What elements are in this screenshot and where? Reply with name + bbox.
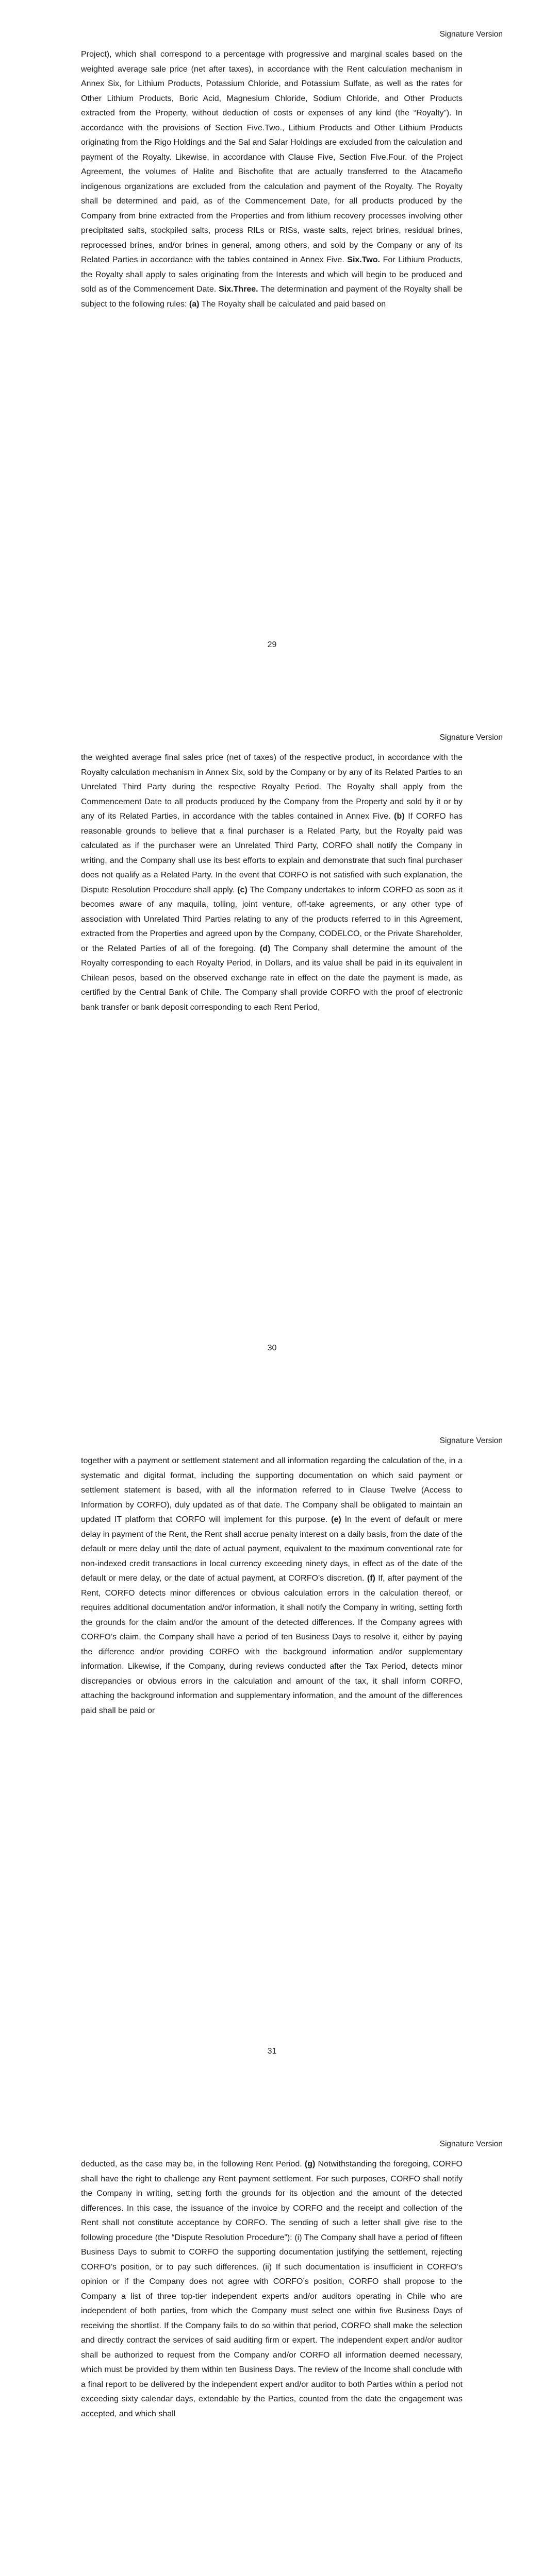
text-run: the weighted average final sales price (net of taxes) of the respective product, in accordance with the Royalty calculation mechanism in Annex Six, sold by the Company or by any of its Related Parties to an Unrelated Third Party during the respective Royalty Period. The Royalty shall apply from the Commencement Date to all products produced by the Company from the Property and sold by it or by any of its Related Parties, in accordance with the tables contained in Annex Five. bbox=[81, 753, 463, 821]
text-run: For Lithium Products, the Royalty shall apply to sales originating from the Interests and which will begin to be produced and sold as of the Commencement Date. bbox=[81, 256, 463, 294]
signature-version-label: Signature Version bbox=[439, 2140, 503, 2148]
page bbox=[0, 1406, 544, 2110]
text-run: The Company shall determine the amount of the Royalty corresponding to each Royalty Period, in Dollars, and its value shall be paid in its equivalent in Chilean pesos, based on the observed exchange rate in effect on the date the payment is made, as certified by the Central Bank of Chile. The Company shall provide CORFO with the proof of electronic bank transfer or bank deposit corresponding to each Rent Period, bbox=[81, 944, 463, 1012]
page-body-text bbox=[81, 751, 463, 1015]
page bbox=[0, 0, 544, 703]
page-body-text bbox=[81, 2157, 463, 2421]
text-run: Notwithstanding the foregoing, CORFO shall have the right to challenge any Rent payment settlement. For such purposes, CORFO shall notify the Company in writing, setting forth the grounds for its objection and the amount of the detected differences. In this case, the issuance of the invoice by CORFO and the receipt and collection of the Rent shall not constitute acceptance by CORFO. The sending of such a letter shall give rise to the following procedure (the “Dispute Resolution Procedure”): (i) The Company shall have a period of fifteen Business Days to submit to CORFO the supporting documentation justifying the settlement, rejecting CORFO’s position, or to pay such differences. (ii) If such documentation is insufficient in CORFO’s opinion or if the Company does not agree with CORFO’s position, CORFO shall propose to the Company a list of three top-tier independent experts and/or auditors operating in Chile who are independent of both parties, from which the Company must select one within five Business Days of receiving the shortlist. If the Company fails to do so within that period, CORFO shall make the selection and directly contract the services of said auditing firm or expert. The independent expert and/or auditor shall be authorized to request from the Company and/or CORFO all information deemed necessary, which must be provided by them within ten Business Days. The review of the Income shall conclude with a final report to be delivered by the independent expert and/or auditor to both Parties within a period not exceeding sixty calendar days, extendable by the Parties, counted from the date the engagement was accepted, and which shall bbox=[81, 2160, 463, 2418]
page-number: 30 bbox=[267, 1344, 277, 1352]
bold-reference: (g) bbox=[304, 2160, 316, 2168]
bold-reference: (a) bbox=[189, 299, 200, 309]
bold-reference: (e) bbox=[331, 1515, 341, 1524]
text-run: The determination and payment of the Royalty shall be subject to the following rules: bbox=[81, 285, 463, 309]
bold-reference: (b) bbox=[394, 812, 405, 821]
text-run: The Company undertakes to inform CORFO as soon as it becomes aware of any maquila, tolling, joint venture, off-take agreements, or any other type of association with Unrelated Third Parties relating to any of the products referred to in this Agreement, extracted from the Properties and agreed upon by the Company, CODELCO, or the Private Shareholder, or the Related Parties of all of the foregoing. bbox=[81, 885, 463, 953]
bold-reference: Six.Three. bbox=[219, 285, 258, 294]
page-number: 29 bbox=[267, 640, 277, 649]
bold-reference: (c) bbox=[237, 885, 248, 894]
text-run: If, after payment of the Rent, CORFO detects minor differences or obvious calculation errors in the calculation thereof, or requires additional documentation and/or information, it shall notify the Company in writing, setting forth the grounds for the claim and/or the amount of the detected differences. If the Company agrees with CORFO’s claim, the Company shall have a period of ten Business Days to resolve it, either by paying the difference and/or providing CORFO with the background information and/or supplementary information. Likewise, if the Company, during reviews conducted after the Tax Period, detects minor discrepancies or obvious errors in the calculation and amount of the tax, it shall inform CORFO, attaching the background information and supplementary information, and the amount of the differences paid shall be paid or bbox=[81, 1574, 463, 1715]
bold-reference: (d) bbox=[259, 944, 271, 953]
text-run: Project), which shall correspond to a percentage with progressive and marginal scales based on the weighted average sale price (net after taxes), in accordance with the Rent calculation mechanism in Annex Six, for Lithium Products, Potassium Chloride, and Potassium Sulfate, as well as the rates for Other Lithium Products, Boric Acid, Magnesium Chloride, Sodium Chloride, and Other Products extracted from the Property, without deduction of costs or expenses of any kind (the “Royalty”). In accordance with the provisions of Section Five.Two., Lithium Products and Other Lithium Products originating from the Rigo Holdings and the Sal and Salar Holdings are excluded from the calculation and payment of the Royalty. Likewise, in accordance with Clause Five, Section Five.Four. of the Project Agreement, the volumes of Halite and Bischofite that are actually transferred to the Atacameño indigenous organizations are excluded from the calculation and payment of the Royalty. The Royalty shall be determined and paid, as of the Commencement Date, for all products produced by the Company from brine extracted from the Properties and from lithium recovery processes involving other precipitated salts, stockpiled salts, process RILs or RISs, waste salts, reject brines, residual brines, reprocessed brines, and/or brines in general, among others, and sold by the Company or any of its Related Parties in accordance with the tables contained in Annex Five. bbox=[81, 50, 463, 264]
text-run: deducted, as the case may be, in the following Rent Period. bbox=[81, 2160, 305, 2168]
text-run: together with a payment or settlement statement and all information regarding the calculation of the, in a systematic and digital format, including the supporting documentation on which said payment or settlement statement is based, with all the information referred to in Clause Twelve (Access to Information by CORFO), duly updated as of that date. The Company shall be obligated to maintain an updated IT platform that CORFO will implement for this purpose. bbox=[81, 1456, 463, 1524]
page-body-text bbox=[81, 47, 463, 312]
text-run: If CORFO has reasonable grounds to believe that a final purchaser is a Related Party, but the Royalty paid was calculated as if the purchaser were an Unrelated Third Party, CORFO shall notify the Company in writing, and the Company shall use its best efforts to explain and demonstrate that such final purchaser does not qualify as a Related Party. In the event that CORFO is not satisfied with such explanation, the Dispute Resolution Procedure shall apply. bbox=[81, 812, 463, 894]
page-number: 31 bbox=[267, 2047, 277, 2056]
signature-version-label: Signature Version bbox=[439, 1436, 503, 1445]
signature-version-label: Signature Version bbox=[439, 733, 503, 742]
text-run: In the event of default or mere delay in payment of the Rent, the Rent shall accrue penalty interest on a daily basis, from the date of the default or mere delay until the date of actual payment, equivalent to the maximum conventional rate for non-indexed credit transactions in local currency exceeding ninety days, in effect as of the date of the default or mere delay, or the date of actual payment, at CORFO’s discretion. bbox=[81, 1515, 463, 1583]
page-body-text bbox=[81, 1454, 463, 1718]
bold-reference: Six.Two. bbox=[347, 256, 380, 264]
signature-version-label: Signature Version bbox=[439, 30, 503, 39]
text-run: The Royalty shall be calculated and paid based on bbox=[199, 299, 386, 309]
page bbox=[0, 703, 544, 1406]
page bbox=[0, 2110, 544, 2576]
bold-reference: (f) bbox=[367, 1574, 375, 1583]
